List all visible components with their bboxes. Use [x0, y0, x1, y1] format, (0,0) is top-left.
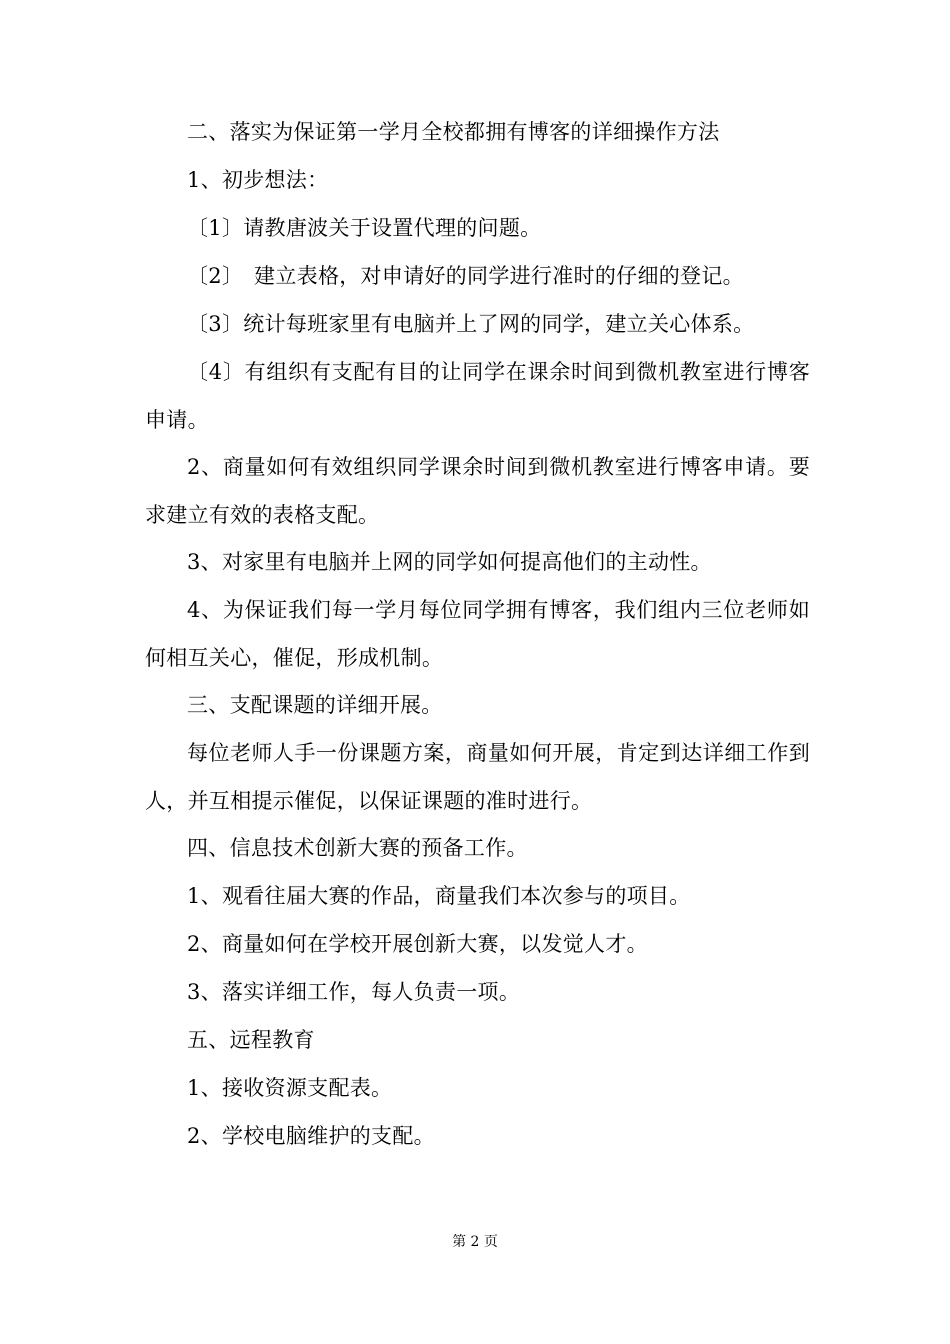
paragraph: 1、初步想法： — [187, 168, 329, 192]
paragraph: 每位老师人手一份课题方案，商量如何开展，肯定到达详细工作到人，并互相提示催促，以保证课题的准时进行。 — [145, 741, 810, 813]
paragraph: 2、商量如何在学校开展创新大赛，以发觉人才。 — [187, 932, 648, 956]
document-body — [145, 117, 810, 1169]
section-heading-2: 二、落实为保证第一学月全校都拥有博客的详细操作方法 — [187, 120, 720, 144]
paragraph: 3、落实详细工作，每人负责一项。 — [187, 980, 521, 1004]
paragraph: 〔1〕请教唐波关于设置代理的问题。 — [187, 216, 542, 240]
paragraph: 3、对家里有电脑并上网的同学如何提高他们的主动性。 — [187, 550, 712, 574]
paragraph: 〔3〕统计每班家里有电脑并上了网的同学，建立关心体系。 — [187, 312, 755, 336]
section-heading-4: 四、信息技术创新大赛的预备工作。 — [187, 836, 528, 860]
paragraph: 1、接收资源支配表。 — [187, 1076, 393, 1100]
section-heading-5: 五、远程教育 — [187, 1028, 315, 1052]
paragraph: 〔2〕 建立表格，对申请好的同学进行准时的仔细的登记。 — [187, 264, 744, 288]
paragraph: 2、学校电脑维护的支配。 — [187, 1124, 435, 1148]
paragraph: 〔4〕有组织有支配有目的让同学在课余时间到微机教室进行博客申请。 — [145, 360, 810, 432]
paragraph: 1、观看往届大赛的作品，商量我们本次参与的项目。 — [187, 884, 691, 908]
page-number: 第 2 页 — [452, 1234, 498, 1250]
paragraph: 2、商量如何有效组织同学课余时间到微机教室进行博客申请。要求建立有效的表格支配。 — [145, 455, 810, 527]
paragraph: 4、为保证我们每一学月每位同学拥有博客，我们组内三位老师如何相互关心，催促，形成机制。 — [145, 598, 810, 670]
section-heading-3: 三、支配课题的详细开展。 — [187, 693, 443, 717]
